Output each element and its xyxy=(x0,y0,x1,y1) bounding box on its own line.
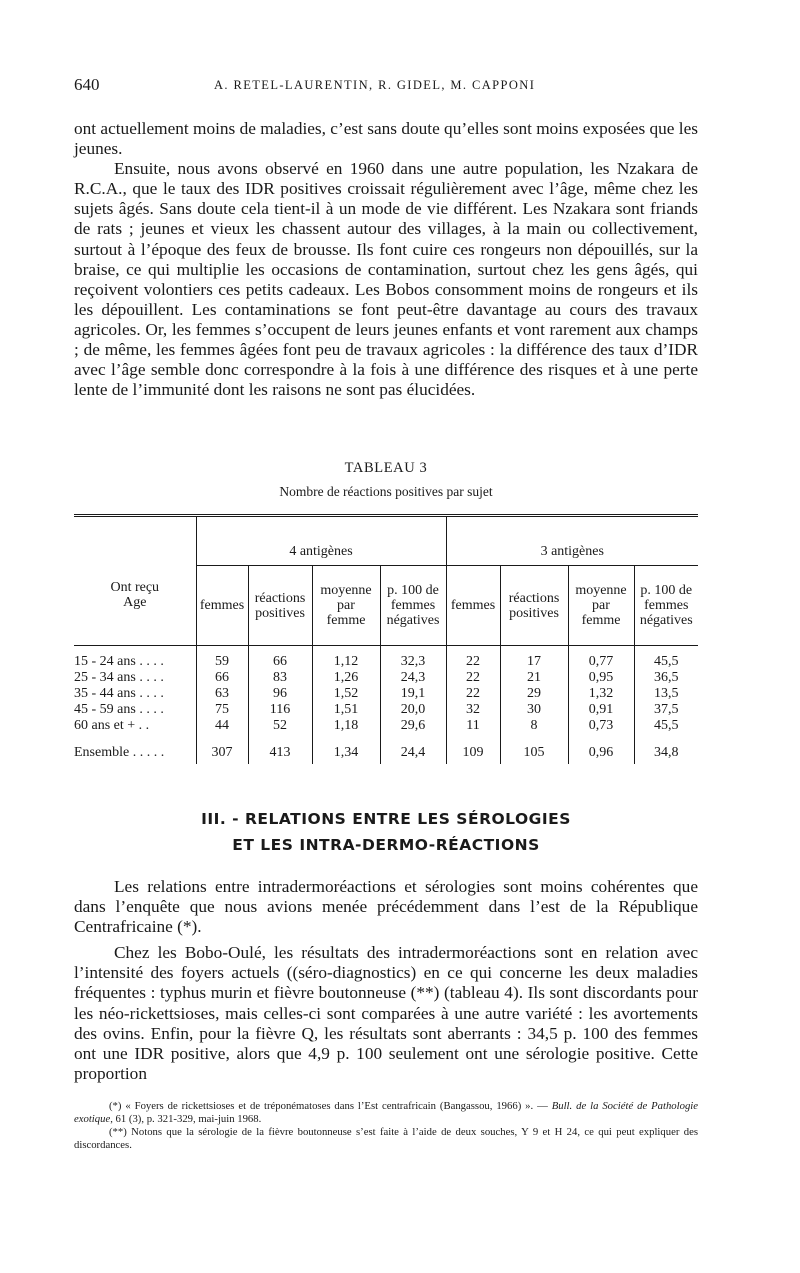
paragraph-relations: Les relations entre intradermoréactions et sérologies sont moins cohérentes que dans l’enquête que nous avions menée précédemment dans l’est de la République Centrafricaine (*). xyxy=(74,877,698,937)
row-age-cell xyxy=(74,718,196,734)
col-moyenne-2-l3: femme xyxy=(581,613,621,628)
row-total-label: Ensemble xyxy=(74,745,130,760)
footnotes xyxy=(74,1100,698,1152)
col-moyenne-2 xyxy=(568,566,634,646)
section-heading-line2: ET LES INTRA-DERMO-RÉACTIONS xyxy=(232,836,540,854)
table-cell: 17 xyxy=(500,654,568,670)
col-p100-2-l3: négatives xyxy=(639,613,693,628)
table-cell: 29,6 xyxy=(380,718,446,734)
spacer-cell xyxy=(74,734,196,742)
spacer-cell xyxy=(248,646,312,654)
row-age-leader: . . . . xyxy=(135,702,164,717)
table-cell: 0,95 xyxy=(568,670,634,686)
table-row xyxy=(74,702,698,718)
table-total-cell: 413 xyxy=(248,742,312,764)
table-cell: 83 xyxy=(248,670,312,686)
table-top-rule xyxy=(74,516,196,566)
table-row xyxy=(74,670,698,686)
spacer-cell xyxy=(196,646,248,654)
row-age-leader: . . . . xyxy=(135,654,164,669)
table-cell: 116 xyxy=(248,702,312,718)
spacer-cell xyxy=(568,734,634,742)
footnote-1 xyxy=(74,1100,698,1126)
table-cell: 1,52 xyxy=(312,686,380,702)
running-header xyxy=(74,75,698,97)
spacer-cell xyxy=(312,646,380,654)
col-p100-1-l1: p. 100 de xyxy=(387,583,439,598)
col-femmes-2: femmes xyxy=(446,566,500,646)
spacer-cell xyxy=(196,734,248,742)
row-age-label: 35 - 44 ans xyxy=(74,686,136,701)
col-moyenne-1-l3: femme xyxy=(326,613,366,628)
table-cell: 0,77 xyxy=(568,654,634,670)
table-3 xyxy=(74,514,698,764)
row-age-leader: . . . . xyxy=(135,670,164,685)
spacer-row-mid xyxy=(74,734,698,742)
footnote-1-journal: Bull. de la Société de Pathologie exotique xyxy=(74,1100,698,1125)
table-cell: 44 xyxy=(196,718,248,734)
row-age-label: 60 ans et + xyxy=(74,718,136,733)
footnote-1-ref: , 61 (3), p. 321-329, mai-juin 1968. xyxy=(110,1113,262,1125)
table-cell: 59 xyxy=(196,654,248,670)
table-cell: 20,0 xyxy=(380,702,446,718)
table-cell: 32,3 xyxy=(380,654,446,670)
row-header-ont-recu: Ont reçu xyxy=(110,579,160,595)
row-age-cell xyxy=(74,654,196,670)
body-text-section3 xyxy=(74,877,698,1084)
table-row-total xyxy=(74,742,698,764)
page-number: 640 xyxy=(74,75,100,94)
section-heading-line1: III. - RELATIONS ENTRE LES SÉROLOGIES xyxy=(201,810,571,828)
col-reactions-1-l1: réactions xyxy=(254,590,306,606)
col-reactions-2 xyxy=(500,566,568,646)
spacer-cell xyxy=(74,646,196,654)
table-total-cell: 105 xyxy=(500,742,568,764)
paragraph-nzakara: Ensuite, nous avons observé en 1960 dans une autre population, les Nzakara de R.C.A., que le taux des IDR positives croissait régulièrement avec l’âge, même chez les sujets âgés. Sans doute cela tient-il à un mode de vie différent. Les Nzakara sont friands de rats ; jeunes et vieux les chassent autour des villages, à la main ou collectivement, surtout à l’époque des feux de brousse. Ils font cuire ces rongeurs non dépouillés, sur la braise, ce qui multiplie les occasions de contamination, surtout chez les gens âgés, qui reçoivent volontiers ces petits cadeaux. Les Bobos consomment moins de rongeurs et ils les dépouillent. Les contaminations se font peut-être davantage au cours des travaux agricoles. Or, les femmes s’occupent de leurs jeunes enfants et vont rarement aux champs ; de même, les femmes âgées font peu de travaux agricoles : la différence des taux d’IDR avec l’âge semble donc correspondre à la fois à une différence des risques et à une perte lente de l’immunité dont les raisons ne sont pas élucidées. xyxy=(74,159,698,400)
spacer-cell xyxy=(248,734,312,742)
paragraph-continuation: ont actuellement moins de maladies, c’est sans doute qu’elles sont moins exposées que les jeunes. xyxy=(74,119,698,159)
table-cell: 66 xyxy=(196,670,248,686)
table-cell: 96 xyxy=(248,686,312,702)
footnote-1-text: (*) « Foyers de rickettsioses et de tréponématoses dans l’Est centrafricain (Bangassou, 1966) ». — xyxy=(109,1100,552,1112)
table-row xyxy=(74,718,698,734)
table-cell: 52 xyxy=(248,718,312,734)
col-moyenne-1-l2: par xyxy=(337,598,355,613)
table-cell: 30 xyxy=(500,702,568,718)
table-cell: 66 xyxy=(248,654,312,670)
table-total-cell: 1,34 xyxy=(312,742,380,764)
table-row xyxy=(74,654,698,670)
table-cell: 37,5 xyxy=(634,702,698,718)
col-p100-2 xyxy=(634,566,698,646)
row-total-label-cell xyxy=(74,742,196,764)
row-age-cell xyxy=(74,670,196,686)
col-moyenne-1 xyxy=(312,566,380,646)
table-cell: 0,91 xyxy=(568,702,634,718)
table-title: TABLEAU 3 xyxy=(344,460,428,476)
row-total-leader: . . . . . xyxy=(129,745,165,760)
table-cell: 19,1 xyxy=(380,686,446,702)
paragraph-bobo-oule: Chez les Bobo-Oulé, les résultats des intradermoréactions sont en relation avec l’intensité des foyers actuels ((séro-diagnostics) en ce qui concerne les deux maladies fréquentes : typhus murin et fièvre boutonneuse (**) (tableau 4). Ils sont discordants pour les néo-rickettsioses, mais celles-ci sont comparées à une autre variété : les avortements des ovins. Enfin, pour la fièvre Q, les résultats sont aberrants : 34,5 p. 100 des femmes ont une IDR positive, alors que 4,9 p. 100 seulement ont une sérologie positive. Cette proportion xyxy=(74,943,698,1083)
col-p100-1-l3: négatives xyxy=(386,613,440,628)
col-p100-2-l2: femmes xyxy=(644,598,689,613)
col-moyenne-2-l2: par xyxy=(592,598,610,613)
table-cell: 8 xyxy=(500,718,568,734)
group-3-antigenes: 3 antigènes xyxy=(446,516,698,566)
row-age-leader: . . xyxy=(135,718,150,733)
table-cell: 1,26 xyxy=(312,670,380,686)
spacer-cell xyxy=(380,734,446,742)
table-cell: 22 xyxy=(446,686,500,702)
data-table xyxy=(74,514,698,764)
table-cell: 22 xyxy=(446,670,500,686)
table-cell: 1,12 xyxy=(312,654,380,670)
spacer-cell xyxy=(380,646,446,654)
col-femmes-1: femmes xyxy=(196,566,248,646)
footnote-2: (**) Notons que la sérologie de la fièvre boutonneuse s’est faite à l’aide de deux souches, Y 9 et H 24, ce qui peut expliquer des discordances. xyxy=(74,1126,698,1151)
table-cell: 32 xyxy=(446,702,500,718)
table-cell: 1,18 xyxy=(312,718,380,734)
row-age-label: 25 - 34 ans xyxy=(74,670,136,685)
spacer-cell xyxy=(568,646,634,654)
spacer-cell xyxy=(634,734,698,742)
table-cell: 13,5 xyxy=(634,686,698,702)
row-age-label: 15 - 24 ans xyxy=(74,654,136,669)
table-cell: 1,51 xyxy=(312,702,380,718)
table-cell: 75 xyxy=(196,702,248,718)
spacer-cell xyxy=(500,646,568,654)
row-header-age: Age xyxy=(123,594,147,610)
row-age-label: 45 - 59 ans xyxy=(74,702,136,717)
col-moyenne-1-l1: moyenne xyxy=(320,583,372,598)
body-text-top xyxy=(74,119,698,400)
table-cell: 36,5 xyxy=(634,670,698,686)
col-reactions-1-l2: positives xyxy=(255,605,305,621)
row-header-cell xyxy=(74,566,196,646)
spacer-cell xyxy=(634,646,698,654)
table-body xyxy=(74,646,698,764)
col-reactions-1 xyxy=(248,566,312,646)
table-cell: 45,5 xyxy=(634,718,698,734)
table-total-cell: 24,4 xyxy=(380,742,446,764)
table-total-cell: 307 xyxy=(196,742,248,764)
table-cell: 29 xyxy=(500,686,568,702)
section-heading xyxy=(74,806,698,858)
col-reactions-2-l1: réactions xyxy=(508,590,560,606)
table-cell: 0,73 xyxy=(568,718,634,734)
table-cell: 21 xyxy=(500,670,568,686)
row-age-leader: . . . . xyxy=(135,686,164,701)
table-total-cell: 34,8 xyxy=(634,742,698,764)
group-4-antigenes: 4 antigènes xyxy=(196,516,446,566)
spacer-row-top xyxy=(74,646,698,654)
table-total-cell: 109 xyxy=(446,742,500,764)
table-cell: 22 xyxy=(446,654,500,670)
col-reactions-2-l2: positives xyxy=(509,605,559,621)
col-moyenne-2-l1: moyenne xyxy=(575,583,627,598)
spacer-cell xyxy=(500,734,568,742)
col-p100-1-l2: femmes xyxy=(390,598,436,613)
table-cell: 63 xyxy=(196,686,248,702)
spacer-cell xyxy=(446,646,500,654)
row-age-cell xyxy=(74,702,196,718)
table-cell: 1,32 xyxy=(568,686,634,702)
col-p100-2-l1: p. 100 de xyxy=(640,583,693,598)
col-p100-1 xyxy=(380,566,446,646)
table-subtitle: Nombre de réactions positives par sujet xyxy=(279,484,493,499)
row-age-cell xyxy=(74,686,196,702)
spacer-cell xyxy=(312,734,380,742)
spacer-cell xyxy=(446,734,500,742)
table-row xyxy=(74,686,698,702)
table-cell: 45,5 xyxy=(634,654,698,670)
running-header-authors: A. RETEL-LAURENTIN, R. GIDEL, M. CAPPONI xyxy=(214,78,536,92)
table-total-cell: 0,96 xyxy=(568,742,634,764)
table-cell: 11 xyxy=(446,718,500,734)
table-cell: 24,3 xyxy=(380,670,446,686)
